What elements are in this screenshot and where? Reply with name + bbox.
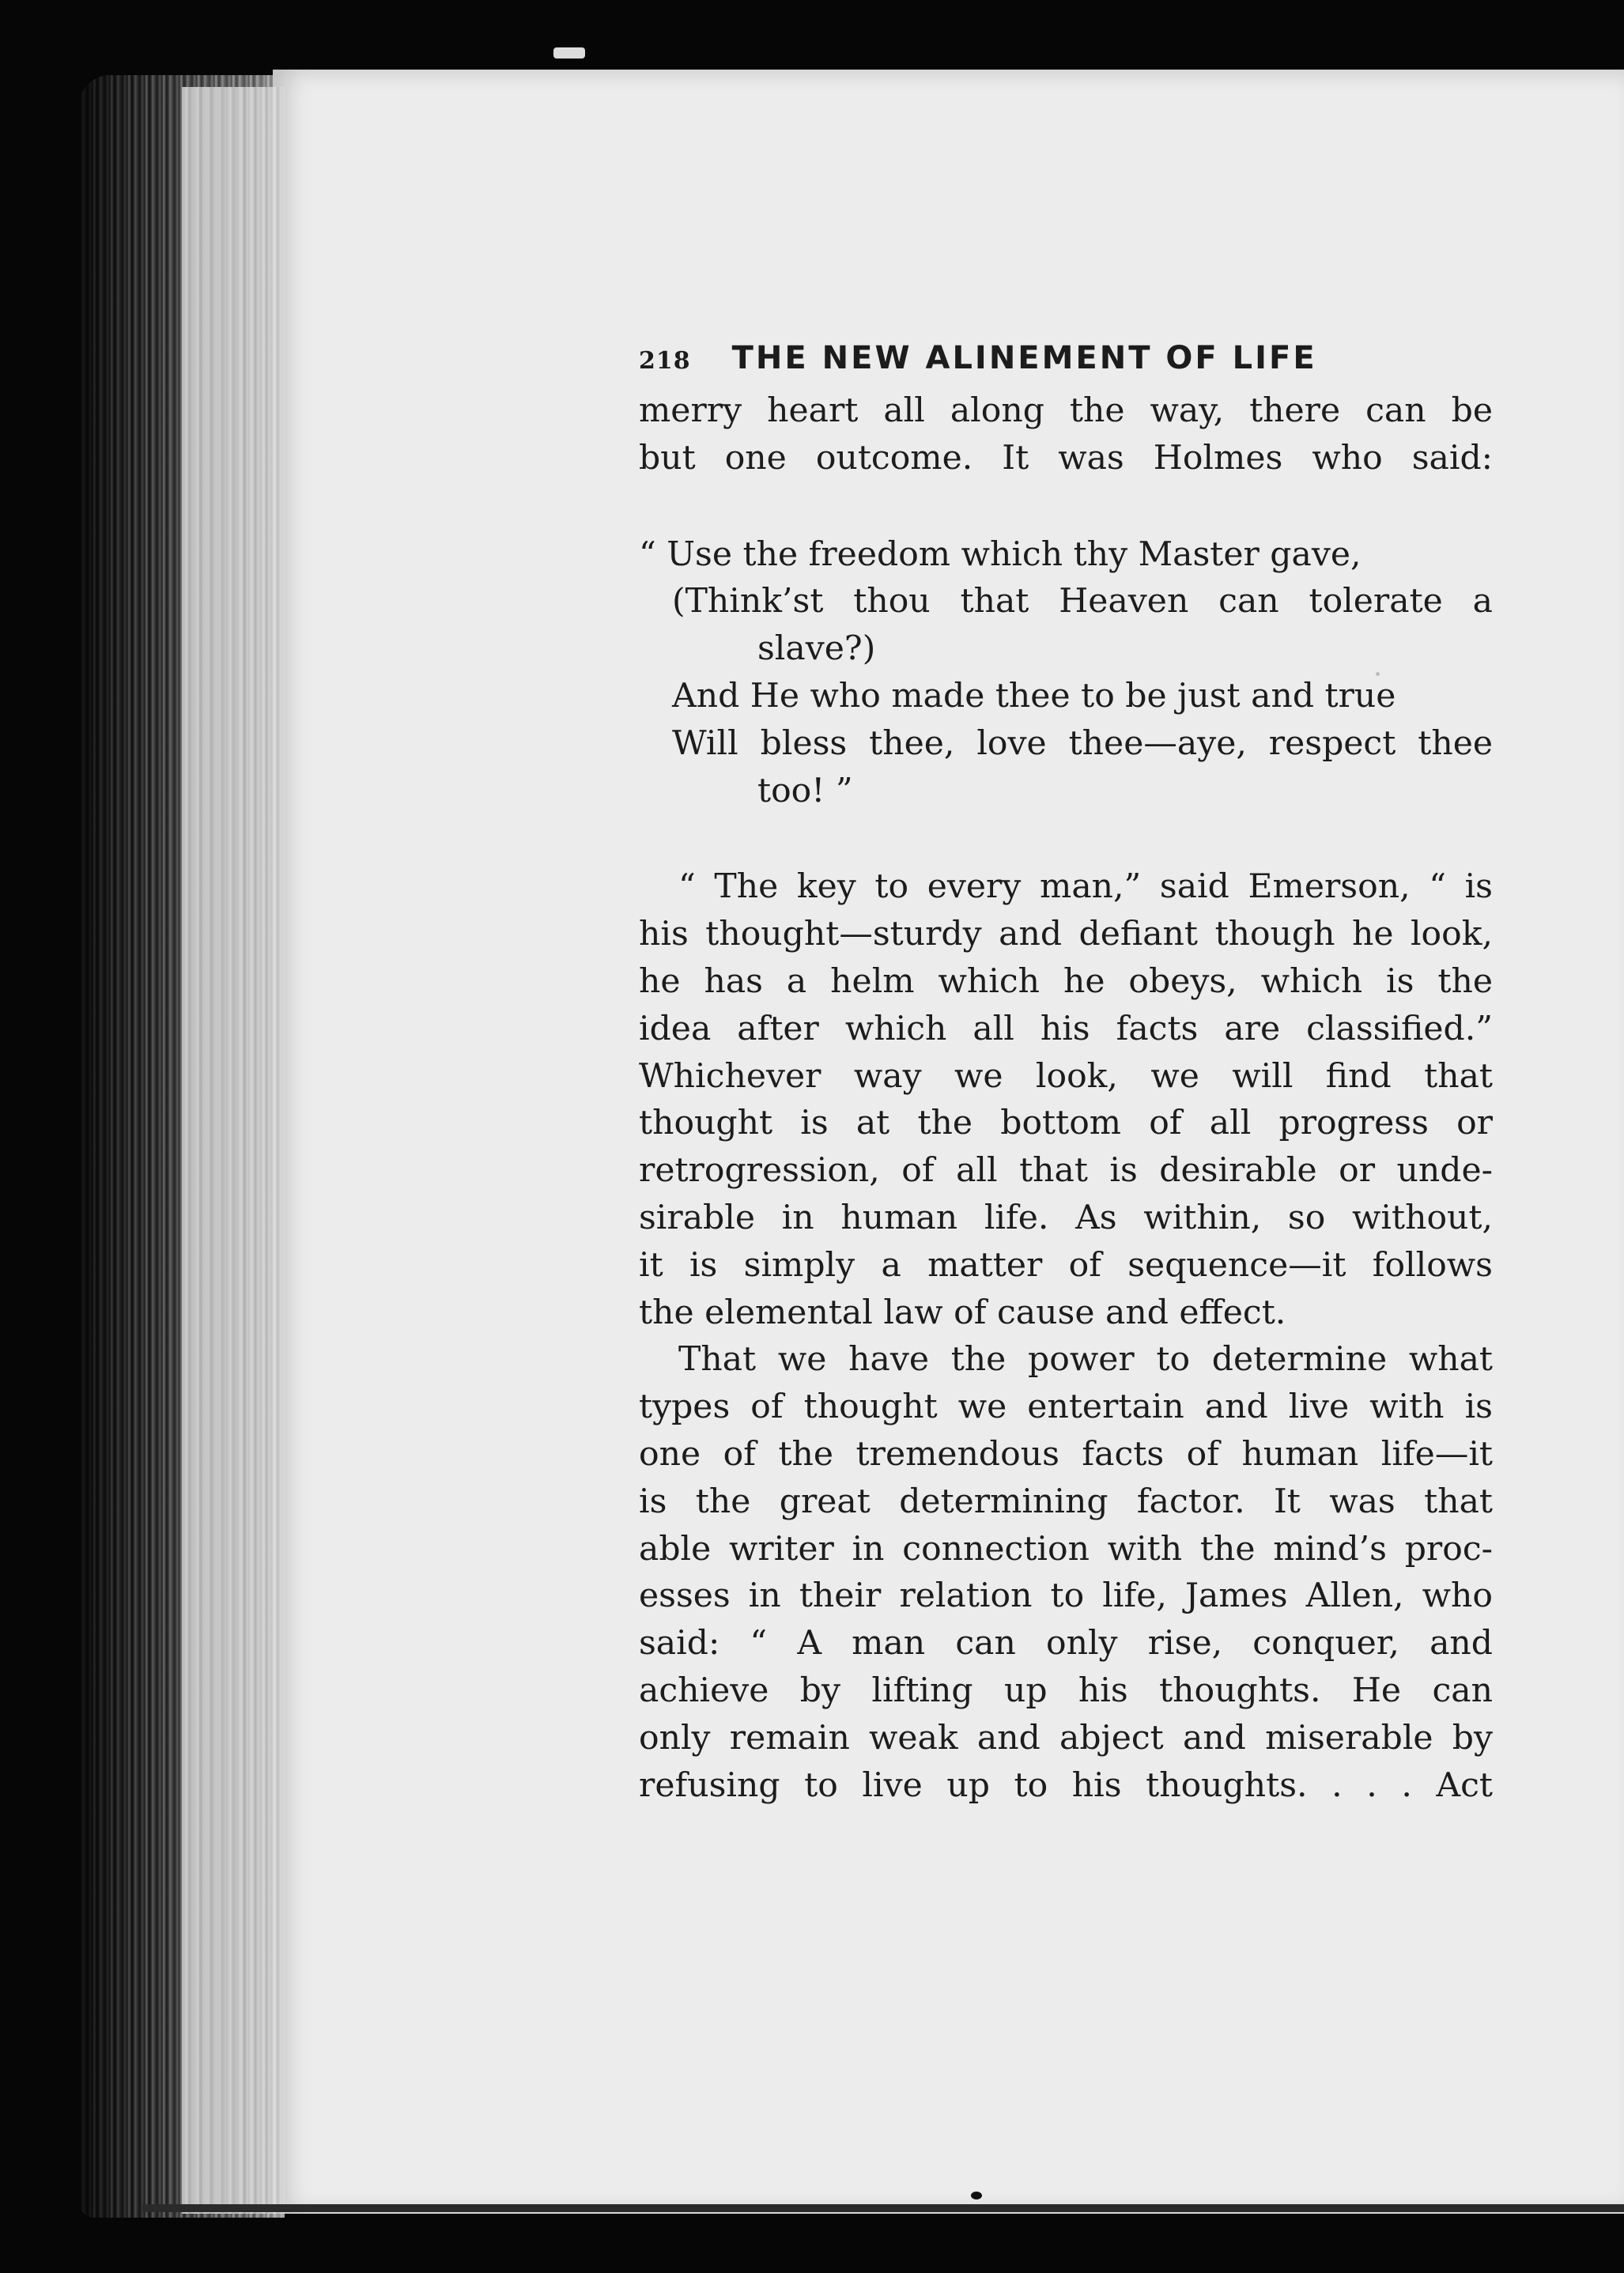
poem-line: (Think’st thou that Heaven can tolerate a: [672, 582, 1493, 621]
text-line: refusing to live up to his thoughts. . . . Act: [639, 1765, 1493, 1805]
poem-quotation: [639, 531, 1493, 815]
emerson-paragraph: [639, 863, 1493, 1336]
opening-paragraph: [639, 387, 1493, 482]
text-line: Whichever way we look, we will find that: [639, 1056, 1493, 1096]
text-line: idea after which all his facts are classified.”: [639, 1009, 1493, 1048]
text-line: the elemental law of cause and effect.: [639, 1293, 1286, 1332]
text-line: but one outcome. It was Holmes who said:: [639, 438, 1493, 478]
poem-line: Will bless thee, love thee—aye, respect thee: [672, 723, 1493, 763]
poem-line: slave?): [757, 629, 876, 669]
dust-speck: [553, 47, 585, 59]
text-line: said: “ A man can only rise, conquer, and: [639, 1624, 1493, 1663]
book-bottom-edge: [142, 2204, 1624, 2212]
text-line: merry heart all along the way, there can be: [639, 391, 1493, 430]
text-line: thought is at the bottom of all progress or: [639, 1104, 1493, 1143]
poem-line: And He who made thee to be just and true: [672, 676, 1396, 716]
page-text: [639, 340, 1493, 1809]
text-line: types of thought we entertain and live with is: [639, 1388, 1493, 1427]
text-line: “ The key to every man,” said Emerson, “ is: [678, 867, 1493, 907]
text-line: achieve by lifting up his thoughts. He can: [639, 1671, 1493, 1710]
running-header: [639, 340, 1493, 387]
dust-speck: [971, 2192, 982, 2199]
text-line: able writer in connection with the mind’s proc-: [639, 1529, 1493, 1569]
text-line: his thought—sturdy and defiant though he look,: [639, 915, 1493, 954]
poem-line: too! ”: [757, 771, 853, 810]
page-number: 218: [639, 347, 691, 375]
text-line: only remain weak and abject and miserable by: [639, 1718, 1493, 1758]
allen-paragraph: [639, 1336, 1493, 1809]
text-line: is the great determining factor. It was that: [639, 1482, 1493, 1521]
text-line: esses in their relation to life, James Allen, who: [639, 1576, 1493, 1616]
text-line: he has a helm which he obeys, which is the: [639, 961, 1493, 1001]
poem-line: “ Use the freedom which thy Master gave,: [639, 534, 1362, 574]
running-title: THE NEW ALINEMENT OF LIFE: [731, 340, 1317, 376]
text-line: sirable in human life. As within, so without,: [639, 1198, 1493, 1237]
page-stack-lines: [182, 87, 285, 2214]
text-line: it is simply a matter of sequence—it follows: [639, 1245, 1493, 1285]
text-line: one of the tremendous facts of human life—it: [639, 1434, 1493, 1474]
text-line: retrogression, of all that is desirable or unde-: [639, 1151, 1493, 1191]
text-line: That we have the power to determine what: [678, 1340, 1493, 1380]
